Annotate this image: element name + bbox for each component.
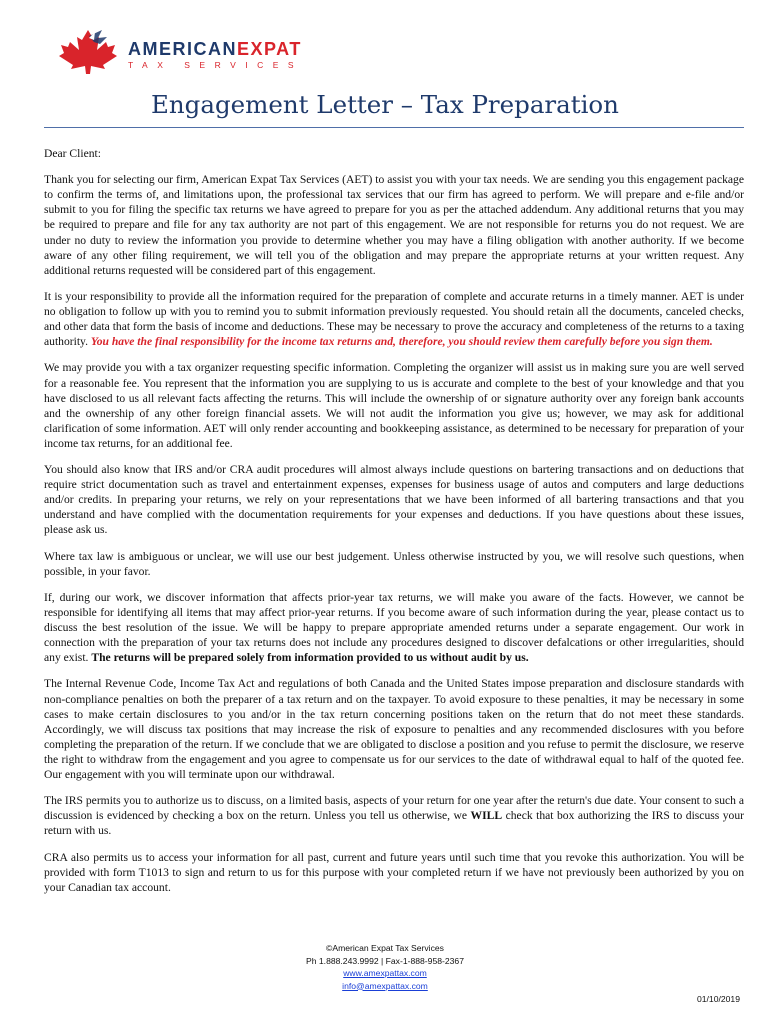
footer	[0, 942, 770, 992]
paragraph-text: If, during our work, we discover information that affects prior-year tax returns, we will make you aware of the facts. However, we cannot be responsible for identifying all items that may affect prior-year returns. If you become aware of such information during the year, please contact us to discuss the best resolution of the issue. We will be happy to prepare appropriate amended returns under a separate engagement. Our work in connection with the preparation of your tax returns does not include any procedures designed to discover defalcations or other irregularities, should any exist.	[44, 590, 744, 665]
brand-tagline: TAX SERVICES	[128, 60, 304, 70]
paragraph-4	[44, 462, 744, 537]
paragraph-8	[44, 793, 744, 838]
document-date: 01/10/2019	[696, 994, 740, 1004]
paragraph-7	[44, 676, 744, 782]
paragraph-text: Where tax law is ambiguous or unclear, we will use our best judgement. Unless otherwise instructed by you, we will resolve such questions, when possible, in your favor.	[44, 549, 744, 578]
paragraph-2	[44, 289, 744, 349]
responsibility-warning: You have the final responsibility for the income tax returns and, therefore, you should review them carefully before you sign them.	[90, 335, 713, 349]
brand-name-part1: AMERICAN	[128, 39, 237, 59]
paragraph-text: The IRS permits you to authorize us to discuss, on a limited basis, aspects of your return for one year after the return's due date. Your consent to such a discussion is evidenced by checking a box on the return. Unless you tell us otherwise, we	[44, 794, 744, 823]
paragraph-text: We may provide you with a tax organizer requesting specific information. Completing the organizer will assist us in making sure you are well served for a reasonable fee. You represent that the information you are supplying to us is accurate and complete to the best of your knowledge and that you have disclosed to us all relevant facts affecting the returns. This will include the ownership of or signature authority over any foreign bank accounts and the ownership of any other foreign financial assets. We will not audit the information you give us; however, we may ask for additional clarification of some information. AET will only render accounting and bookkeeping assistance, as determined to be necessary for preparation of your income tax returns, for an additional fee.	[44, 361, 744, 450]
paragraph-1	[44, 172, 744, 278]
paragraph-text: Thank you for selecting our firm, American Expat Tax Services (AET) to assist you with your tax needs. We are sending you this engagement package to confirm the terms of, and limitations upon, the professional tax services that our firm has agreed to perform. We will prepare and e-file and/or submit to you for filing the specific tax returns we have agreed to prepare for you as per the attached addendum. Any additional returns that you may be required to prepare and file for any tax authority are not part of this engagement. We are not responsible for returns you do not request. We are under no duty to review the information you provide to determine whether you may have a filing obligation with another authority. If we become aware of any other filing requirement, we will tell you of the obligation and may prepare the appropriate returns at your written request. Any additional returns requested will be considered part of this engagement.	[44, 173, 744, 277]
website-link[interactable]: www.amexpattax.com	[343, 968, 427, 978]
paragraph-text: You should also know that IRS and/or CRA audit procedures will almost always include questions on bartering transactions and on deductions that require strict documentation such as travel and entertainment expenses, expenses for business usage of autos and computers and large deductions and/or credits. In preparing your returns, we rely on your representations that we have been informed of all bartering transactions and that you understand and have complied with the documentation requirements for your expenses and deductions. If you have questions about these issues, please ask us.	[44, 463, 744, 537]
company-logo	[58, 28, 318, 74]
title-divider	[44, 127, 744, 128]
paragraph-text: It is your responsibility to provide all the information required for the preparation of complete and accurate returns in a timely manner. AET is under no obligation to follow up with you to remind you to submit information previously requested. You should retain all the documents, canceled checks, and other data that form the basis of income and deductions. These may be necessary to prove the accuracy and completeness of the returns to a taxing authority.	[44, 289, 744, 349]
no-audit-statement: The returns will be prepared solely from information provided to us without audit by us.	[91, 651, 529, 665]
paragraph-text-after: check that box authorizing the IRS to discuss your return with us.	[44, 809, 744, 838]
paragraph-text: The Internal Revenue Code, Income Tax Act and regulations of both Canada and the United States impose preparation and disclosure standards with non-compliance penalties on both the preparer of a tax return and on the taxpayer. To avoid exposure to these penalties, it may be necessary in some cases to make certain disclosures to you and/or in the tax return concerning positions taken on the return that do not meet these standards. Accordingly, we will discuss tax positions that may increase the risk of exposure to penalties and any recommended disclosures with you before completing the preparation of the return. If we conclude that we are obligated to disclose a position and you refuse to permit the disclosure, we reserve the right to withdraw from the engagement and you agree to compensate us for our services to the date of withdrawal equal to half of the quoted fee. Our engagement with you will terminate upon our withdrawal.	[44, 677, 744, 782]
footer-contact-numbers: Ph 1.888.243.9992 | Fax-1-888-958-2367	[306, 955, 464, 966]
page-title: Engagement Letter – Tax Preparation	[151, 90, 619, 119]
paragraph-3	[44, 360, 744, 451]
paragraph-6	[44, 590, 744, 665]
email-link[interactable]: info@amexpattax.com	[342, 980, 428, 991]
footer-copyright: ©American Expat Tax Services	[326, 943, 444, 953]
maple-leaf-icon	[58, 28, 122, 74]
letter-body	[44, 146, 744, 906]
brand-name-part2: EXPAT	[237, 39, 302, 59]
brand-name	[128, 40, 303, 58]
salutation: Dear Client:	[44, 147, 101, 160]
paragraph-5	[44, 549, 744, 579]
will-emphasis: WILL	[470, 809, 503, 823]
paragraph-9	[44, 850, 744, 895]
paragraph-text: CRA also permits us to access your information for all past, current and future years until such time that you revoke this authorization. You will be provided with form T1013 to sign and return to us for this purpose with your completed return if we have not previously been authorized by you on your Canadian tax account.	[44, 850, 744, 894]
